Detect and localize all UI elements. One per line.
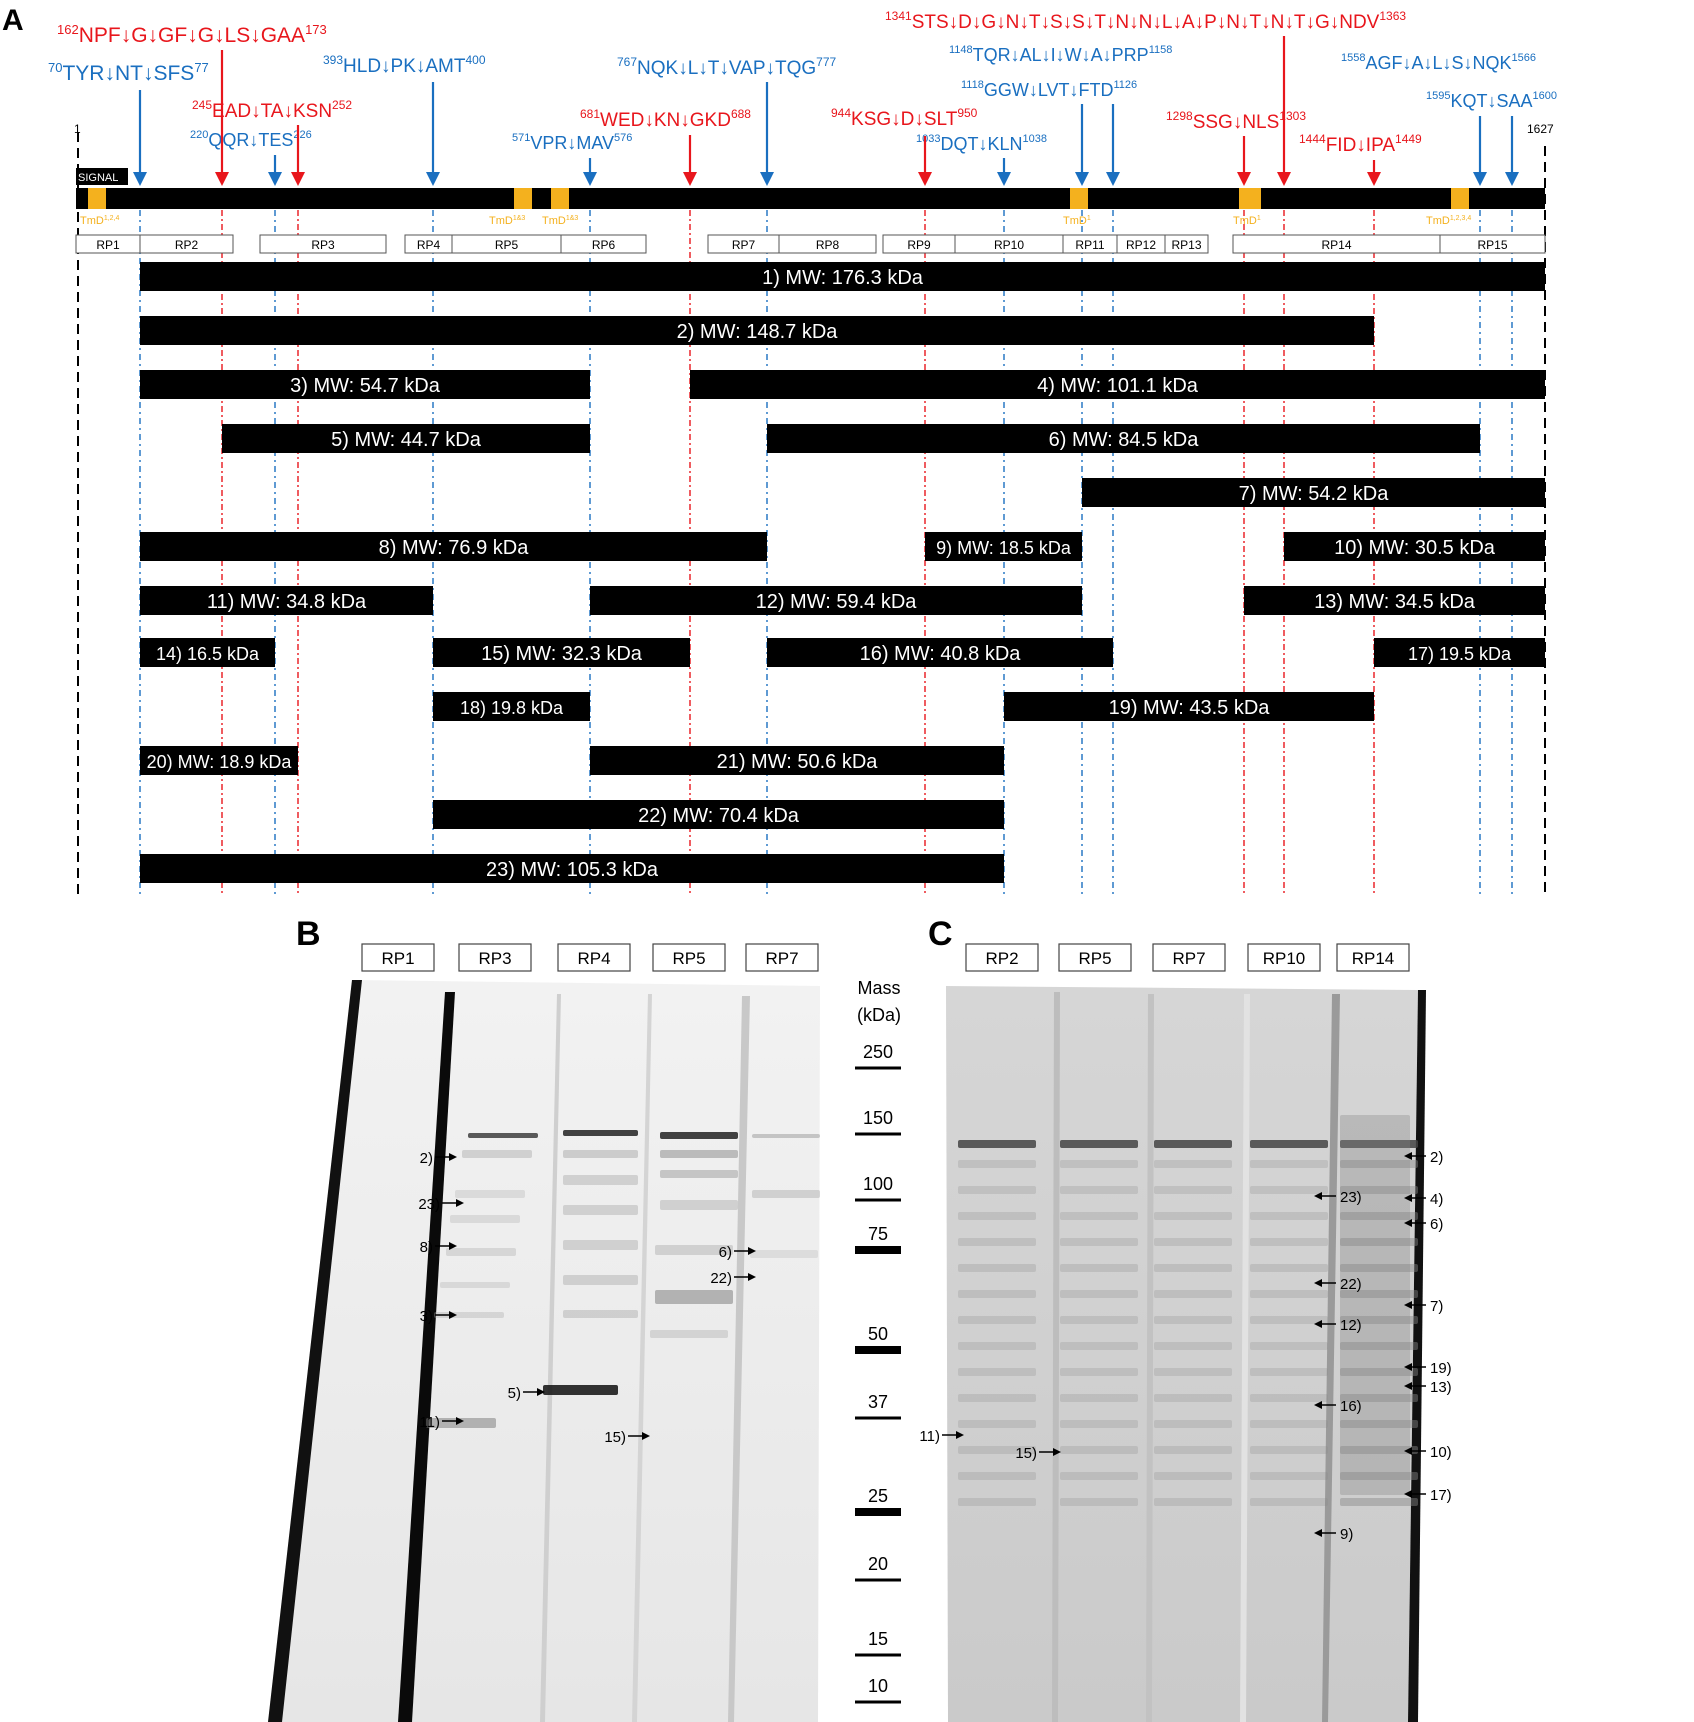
cleavage-arrow-head bbox=[426, 172, 440, 186]
site-end-position: 252 bbox=[332, 98, 353, 112]
fragment-label: 16) MW: 40.8 kDa bbox=[859, 643, 1021, 665]
band-label: 19) bbox=[1430, 1360, 1452, 1377]
band-label: 23) bbox=[418, 1196, 440, 1213]
panel-label-c: C bbox=[928, 915, 953, 953]
cleavage-site-s681 bbox=[580, 107, 751, 131]
gel-band bbox=[1250, 1394, 1328, 1402]
fragment-label: 12) MW: 59.4 kDa bbox=[755, 591, 917, 613]
gel-band bbox=[650, 1330, 728, 1338]
gel-band bbox=[1060, 1290, 1138, 1298]
cleavage-site-s944 bbox=[831, 106, 978, 130]
fragment-label: 5) MW: 44.7 kDa bbox=[331, 429, 481, 451]
band-label: 12) bbox=[1340, 1317, 1362, 1334]
fragment-label: 17) 19.5 kDa bbox=[1407, 644, 1512, 664]
band-label: 2) bbox=[1430, 1149, 1444, 1166]
site-sequence: NPF↓G↓GF↓G↓LS↓GAA bbox=[78, 24, 306, 47]
gel-band bbox=[1250, 1140, 1328, 1148]
site-start-position: 1444 bbox=[1299, 132, 1326, 146]
gel-band bbox=[958, 1472, 1036, 1480]
gel-band bbox=[1154, 1420, 1232, 1428]
gel-band bbox=[660, 1200, 738, 1210]
site-end-position: 1126 bbox=[1113, 79, 1138, 91]
cleavage-arrow-head bbox=[683, 172, 697, 186]
site-end-position: 77 bbox=[194, 60, 209, 75]
tmd-label-text: TmD bbox=[1426, 215, 1450, 227]
gel-band bbox=[1250, 1342, 1328, 1350]
fragment-label: 1) MW: 176.3 kDa bbox=[762, 267, 923, 289]
gel-band bbox=[752, 1190, 820, 1198]
gel-band bbox=[958, 1368, 1036, 1376]
fragment-label: 4) MW: 101.1 kDa bbox=[1037, 375, 1198, 397]
site-sequence: TQR↓AL↓I↓W↓A↓PRP bbox=[972, 45, 1149, 65]
band-label: 10) bbox=[1430, 1444, 1452, 1461]
tmd-label bbox=[1233, 215, 1261, 227]
lane-label-rp14: RP14 bbox=[1351, 949, 1395, 968]
gel-band bbox=[1060, 1420, 1138, 1428]
cleavage-arrow-head bbox=[918, 172, 932, 186]
fragment-label: 20) MW: 18.9 kDa bbox=[146, 752, 292, 772]
region-label: RP3 bbox=[311, 238, 335, 252]
gel-band bbox=[958, 1212, 1036, 1220]
site-sequence: WED↓KN↓GKD bbox=[600, 110, 731, 131]
site-sequence: EAD↓TA↓KSN bbox=[212, 101, 333, 122]
panel-a-fragment-map bbox=[2, 4, 1557, 895]
gel-band bbox=[563, 1175, 638, 1185]
gel-band bbox=[1060, 1212, 1138, 1220]
fragment-label: 23) MW: 105.3 kDa bbox=[486, 859, 658, 881]
transmembrane-domain-box bbox=[1239, 188, 1261, 209]
fragment-label: 6) MW: 84.5 kDa bbox=[1048, 429, 1199, 451]
cleavage-site-s1118 bbox=[961, 79, 1137, 100]
fragment-label: 13) MW: 34.5 kDa bbox=[1314, 591, 1475, 613]
cleavage-site-s1558 bbox=[1341, 52, 1536, 73]
gel-band bbox=[1250, 1186, 1328, 1194]
gel-band bbox=[1154, 1316, 1232, 1324]
site-start-position: 162 bbox=[57, 22, 79, 37]
tmd-label bbox=[542, 215, 578, 227]
cleavage-site-s393 bbox=[323, 53, 486, 77]
tmd-label-text: TmD bbox=[542, 215, 566, 227]
band-label: 3) bbox=[419, 1308, 433, 1325]
cleavage-arrow-head bbox=[1505, 172, 1519, 186]
tmd-label-superscript: 1 bbox=[1086, 215, 1091, 222]
region-label: RP2 bbox=[174, 238, 199, 252]
site-start-position: 944 bbox=[831, 106, 852, 120]
predicted-fragments bbox=[140, 262, 1545, 883]
fragment-label: 22) MW: 70.4 kDa bbox=[638, 805, 799, 827]
band-label: 4) bbox=[1430, 1191, 1444, 1208]
site-start-position: 1033 bbox=[916, 133, 941, 145]
gel-band bbox=[1154, 1238, 1232, 1246]
gel-band bbox=[1250, 1472, 1328, 1480]
band-label: 5) bbox=[507, 1385, 521, 1402]
fragment-label: 10) MW: 30.5 kDa bbox=[1334, 537, 1495, 559]
signal-peptide-label: SIGNAL bbox=[78, 172, 119, 184]
gel-band bbox=[1060, 1140, 1138, 1148]
lane-label-rp4: RP4 bbox=[577, 949, 611, 968]
fragment-label: 21) MW: 50.6 kDa bbox=[716, 751, 878, 773]
band-label: 11) bbox=[419, 1414, 440, 1431]
fragment-label: 9) MW: 18.5 kDa bbox=[936, 538, 1071, 558]
cleavage-site-s1033 bbox=[916, 133, 1047, 154]
gel-band bbox=[1154, 1264, 1232, 1272]
tmd-label-text: TmD bbox=[1233, 215, 1257, 227]
site-sequence: TYR↓NT↓SFS bbox=[62, 62, 195, 85]
gel-band bbox=[1154, 1498, 1232, 1506]
cleavage-arrow-head bbox=[760, 172, 774, 186]
gel-band bbox=[1060, 1264, 1138, 1272]
band-label: 23) bbox=[1340, 1189, 1362, 1206]
cleavage-arrow-head bbox=[997, 172, 1011, 186]
fragment-label: 15) MW: 32.3 kDa bbox=[481, 643, 642, 665]
tmd-label-superscript: 1,2,4 bbox=[103, 215, 120, 222]
gel-band bbox=[1250, 1264, 1328, 1272]
cleavage-site-s1341 bbox=[885, 9, 1406, 33]
cleavage-site-s1298 bbox=[1166, 109, 1306, 133]
site-end-position: 1363 bbox=[1379, 9, 1407, 23]
cleavage-site-s162 bbox=[57, 22, 327, 47]
band-label: 2) bbox=[419, 1150, 433, 1167]
gel-band bbox=[1250, 1238, 1328, 1246]
band-label: 22) bbox=[710, 1270, 732, 1287]
sequence-end-number: 1627 bbox=[1527, 122, 1554, 136]
gel-b-lane-labels bbox=[362, 944, 818, 971]
mass-markers bbox=[855, 1042, 901, 1702]
gel-band bbox=[1154, 1160, 1232, 1168]
fragment-label: 3) MW: 54.7 kDa bbox=[290, 375, 440, 397]
recombinant-protein-regions bbox=[76, 235, 1545, 253]
tmd-label bbox=[489, 215, 525, 227]
gel-band bbox=[660, 1132, 738, 1139]
gel-band bbox=[1154, 1140, 1232, 1148]
fragment-label: 18) 19.8 kDa bbox=[459, 698, 564, 718]
mass-marker-label: 25 bbox=[867, 1486, 889, 1506]
site-end-position: 400 bbox=[465, 53, 486, 67]
gel-band bbox=[468, 1133, 538, 1138]
gel-band bbox=[1250, 1316, 1328, 1324]
cleavage-arrow-head bbox=[583, 172, 597, 186]
fragment-label: 14) 16.5 kDa bbox=[155, 644, 260, 664]
site-start-position: 245 bbox=[192, 98, 213, 112]
transmembrane-domain-box bbox=[1070, 188, 1088, 209]
mass-marker-label: 15 bbox=[867, 1629, 889, 1649]
gel-band bbox=[440, 1282, 510, 1288]
gel-band bbox=[455, 1190, 525, 1198]
gel-band bbox=[1060, 1394, 1138, 1402]
tmd-label bbox=[1063, 215, 1091, 227]
site-start-position: 1148 bbox=[949, 44, 973, 56]
gel-band bbox=[1060, 1186, 1138, 1194]
site-start-position: 767 bbox=[617, 55, 638, 69]
site-sequence: HLD↓PK↓AMT bbox=[343, 56, 466, 77]
tmd-label bbox=[1426, 215, 1471, 227]
cleavage-arrow-head bbox=[1367, 172, 1381, 186]
site-sequence: VPR↓MAV bbox=[530, 133, 615, 153]
gel-band bbox=[655, 1290, 733, 1304]
gel-band bbox=[563, 1240, 638, 1250]
fragment-label: 7) MW: 54.2 kDa bbox=[1238, 483, 1389, 505]
tmd-label bbox=[80, 215, 120, 227]
gel-band bbox=[1250, 1498, 1328, 1506]
mass-marker-label: 150 bbox=[862, 1108, 894, 1128]
site-sequence: NQK↓L↓T↓VAP↓TQG bbox=[637, 58, 817, 79]
cleavage-arrow-head bbox=[1277, 172, 1291, 186]
gel-band bbox=[1340, 1115, 1410, 1495]
gel-band bbox=[563, 1275, 638, 1285]
sequence-start-number: 1 bbox=[74, 122, 81, 136]
gel-band bbox=[1154, 1472, 1232, 1480]
mass-marker-label: 250 bbox=[862, 1042, 894, 1062]
gel-band bbox=[1250, 1420, 1328, 1428]
mass-marker-label: 37 bbox=[867, 1392, 889, 1412]
gel-band bbox=[563, 1310, 638, 1318]
band-label: 13) bbox=[1430, 1379, 1452, 1396]
site-sequence: AGF↓A↓L↓S↓NQK bbox=[1365, 53, 1512, 73]
gel-band bbox=[1250, 1446, 1328, 1454]
site-sequence: SSG↓NLS bbox=[1192, 112, 1280, 133]
gel-band bbox=[1060, 1238, 1138, 1246]
gel-band bbox=[563, 1150, 638, 1158]
gel-band bbox=[1154, 1290, 1232, 1298]
region-label: RP9 bbox=[907, 238, 931, 252]
cleavage-site-s70 bbox=[48, 60, 209, 85]
panel-label-a: A bbox=[2, 4, 24, 37]
mass-marker-label: 50 bbox=[867, 1324, 889, 1344]
gel-band bbox=[958, 1420, 1036, 1428]
gel-band bbox=[958, 1238, 1036, 1246]
site-end-position: 173 bbox=[305, 22, 327, 37]
cleavage-site-s1444 bbox=[1299, 132, 1422, 156]
site-start-position: 1341 bbox=[885, 9, 912, 23]
region-label: RP12 bbox=[1125, 238, 1157, 252]
transmembrane-domain-box bbox=[514, 188, 532, 209]
gel-band bbox=[1250, 1160, 1328, 1168]
site-start-position: 70 bbox=[48, 60, 63, 75]
site-start-position: 1595 bbox=[1426, 90, 1451, 102]
gel-band bbox=[660, 1170, 738, 1178]
gel-band bbox=[750, 1250, 818, 1258]
gel-band bbox=[1250, 1290, 1328, 1298]
mass-axis-unit: (kDa) bbox=[857, 1005, 901, 1025]
lane-label-rp10: RP10 bbox=[1262, 949, 1306, 968]
lane-label-rp2: RP2 bbox=[985, 949, 1019, 968]
gel-band bbox=[958, 1342, 1036, 1350]
cleavage-site-s1595 bbox=[1426, 90, 1557, 111]
cleavage-site-s220 bbox=[190, 129, 312, 150]
fragment-label: 19) MW: 43.5 kDa bbox=[1108, 697, 1270, 719]
tmd-label-text: TmD bbox=[1063, 215, 1087, 227]
transmembrane-domain-box bbox=[551, 188, 569, 209]
panel-c-gel bbox=[919, 915, 1451, 1722]
site-sequence: QQR↓TES bbox=[208, 130, 294, 150]
band-label: 7) bbox=[1430, 1298, 1444, 1315]
site-sequence: KQT↓SAA bbox=[1450, 91, 1533, 111]
gel-band bbox=[1060, 1342, 1138, 1350]
gel-band bbox=[958, 1290, 1036, 1298]
transmembrane-domain-box bbox=[1451, 188, 1469, 209]
panel-b-gel bbox=[268, 915, 901, 1722]
mass-axis-title: Mass bbox=[857, 978, 901, 998]
cleavage-site-labels bbox=[48, 9, 1557, 156]
cleavage-site-s571 bbox=[512, 132, 632, 153]
cleavage-arrow-head bbox=[1473, 172, 1487, 186]
site-end-position: 950 bbox=[957, 106, 978, 120]
gel-band bbox=[958, 1316, 1036, 1324]
mass-marker-label: 100 bbox=[862, 1174, 894, 1194]
cleavage-arrow-head bbox=[215, 172, 229, 186]
cleavage-arrow-head bbox=[291, 172, 305, 186]
site-end-position: 1566 bbox=[1511, 52, 1536, 64]
gel-band bbox=[958, 1264, 1036, 1272]
protein-backbone-bar bbox=[76, 188, 1545, 209]
gel-band bbox=[1060, 1160, 1138, 1168]
site-sequence: GGW↓LVT↓FTD bbox=[983, 80, 1114, 100]
site-start-position: 393 bbox=[323, 53, 344, 67]
gel-band bbox=[1154, 1368, 1232, 1376]
tmd-label-text: TmD bbox=[489, 215, 513, 227]
gel-band bbox=[563, 1205, 638, 1215]
cleavage-site-s767 bbox=[617, 55, 837, 79]
gel-band bbox=[1154, 1394, 1232, 1402]
gel-band bbox=[1060, 1446, 1138, 1454]
band-label: 6) bbox=[718, 1244, 732, 1261]
lane-label-rp1: RP1 bbox=[381, 949, 415, 968]
cleavage-arrow-head bbox=[268, 172, 282, 186]
cleavage-site-s245 bbox=[192, 98, 352, 122]
site-sequence: STS↓D↓G↓N↓T↓S↓S↓T↓N↓N↓L↓A↓P↓N↓T↓N↓T↓G↓NDV bbox=[911, 12, 1380, 33]
band-label: 17) bbox=[1430, 1487, 1452, 1504]
region-label: RP15 bbox=[1477, 238, 1508, 252]
fragment-label: 2) MW: 148.7 kDa bbox=[676, 321, 838, 343]
cleavage-arrow-head bbox=[1237, 172, 1251, 186]
gel-band bbox=[1060, 1368, 1138, 1376]
region-label: RP8 bbox=[815, 238, 840, 252]
band-label: 9) bbox=[1340, 1526, 1354, 1543]
gel-band bbox=[1154, 1186, 1232, 1194]
gel-band bbox=[958, 1186, 1036, 1194]
gel-band bbox=[1250, 1212, 1328, 1220]
gel-band bbox=[450, 1215, 520, 1223]
gel-band bbox=[958, 1394, 1036, 1402]
gel-band bbox=[752, 1134, 820, 1138]
cleavage-arrow-head bbox=[1075, 172, 1089, 186]
gel-band bbox=[958, 1140, 1036, 1148]
gel-band bbox=[1250, 1368, 1328, 1376]
site-start-position: 1298 bbox=[1166, 109, 1193, 123]
band-label: 16) bbox=[1340, 1398, 1362, 1415]
band-label: 11) bbox=[919, 1428, 940, 1445]
gel-band bbox=[543, 1385, 618, 1395]
fragment-label: 11) MW: 34.8 kDa bbox=[206, 591, 367, 613]
mass-marker-label: 20 bbox=[867, 1554, 889, 1574]
region-label: RP13 bbox=[1171, 238, 1202, 252]
lane-label-rp7: RP7 bbox=[1172, 949, 1206, 968]
gel-band bbox=[1154, 1446, 1232, 1454]
band-label: 6) bbox=[1430, 1216, 1444, 1233]
tmd-label-text: TmD bbox=[80, 215, 104, 227]
lane-label-rp5: RP5 bbox=[1078, 949, 1112, 968]
lane-label-rp5: RP5 bbox=[672, 949, 706, 968]
band-label: 22) bbox=[1340, 1276, 1362, 1293]
gel-c-lane-labels bbox=[966, 944, 1409, 971]
gel-band bbox=[462, 1150, 532, 1158]
gel-band bbox=[1340, 1498, 1418, 1506]
site-end-position: 1303 bbox=[1279, 109, 1306, 123]
tmd-label-superscript: 1&3 bbox=[565, 215, 579, 222]
site-end-position: 688 bbox=[730, 107, 751, 121]
site-end-position: 1158 bbox=[1148, 44, 1173, 56]
site-start-position: 681 bbox=[580, 107, 601, 121]
cleavage-site-s1148 bbox=[949, 44, 1172, 65]
site-end-position: 777 bbox=[816, 55, 837, 69]
site-start-position: 571 bbox=[512, 132, 531, 144]
region-label: RP7 bbox=[731, 238, 756, 252]
lane-label-rp7: RP7 bbox=[765, 949, 799, 968]
site-end-position: 1038 bbox=[1022, 133, 1047, 145]
gel-band bbox=[958, 1498, 1036, 1506]
site-start-position: 1558 bbox=[1341, 52, 1366, 64]
region-label: RP10 bbox=[993, 238, 1025, 252]
band-label: 15) bbox=[1015, 1445, 1037, 1462]
fragment-label: 8) MW: 76.9 kDa bbox=[378, 537, 529, 559]
mass-marker-label: 10 bbox=[867, 1676, 889, 1696]
region-label: RP11 bbox=[1075, 238, 1105, 252]
region-label: RP5 bbox=[494, 238, 519, 252]
site-sequence: DQT↓KLN bbox=[940, 134, 1023, 154]
tmd-label-superscript: 1 bbox=[1256, 215, 1261, 222]
band-label: 8) bbox=[419, 1239, 433, 1256]
gel-band bbox=[660, 1150, 738, 1158]
gel-band bbox=[563, 1130, 638, 1136]
gel-band bbox=[1060, 1498, 1138, 1506]
panel-label-b: B bbox=[296, 915, 321, 953]
site-end-position: 1449 bbox=[1395, 132, 1422, 146]
site-end-position: 226 bbox=[293, 129, 312, 141]
site-end-position: 1600 bbox=[1532, 90, 1557, 102]
site-start-position: 220 bbox=[190, 129, 209, 141]
site-start-position: 1118 bbox=[961, 79, 984, 91]
region-label: RP4 bbox=[416, 238, 441, 252]
site-end-position: 576 bbox=[614, 132, 633, 144]
tmd-label-superscript: 1&3 bbox=[512, 215, 526, 222]
region-label: RP1 bbox=[96, 238, 120, 252]
gel-band bbox=[1154, 1212, 1232, 1220]
region-label: RP14 bbox=[1321, 238, 1352, 252]
site-sequence: FID↓IPA bbox=[1325, 135, 1396, 156]
band-label: 15) bbox=[604, 1429, 626, 1446]
gel-band bbox=[1060, 1472, 1138, 1480]
cleavage-arrow-head bbox=[1106, 172, 1120, 186]
mass-marker-label: 75 bbox=[867, 1224, 889, 1244]
lane-label-rp3: RP3 bbox=[478, 949, 512, 968]
gel-band bbox=[446, 1248, 516, 1256]
gel-band bbox=[1154, 1342, 1232, 1350]
region-label: RP6 bbox=[591, 238, 616, 252]
gel-band bbox=[958, 1160, 1036, 1168]
gel-band bbox=[1060, 1316, 1138, 1324]
cleavage-arrow-head bbox=[133, 172, 147, 186]
transmembrane-domain-box bbox=[88, 188, 106, 209]
tmd-label-superscript: 1,2,3,4 bbox=[1449, 215, 1472, 222]
site-sequence: KSG↓D↓SLT bbox=[851, 109, 958, 130]
